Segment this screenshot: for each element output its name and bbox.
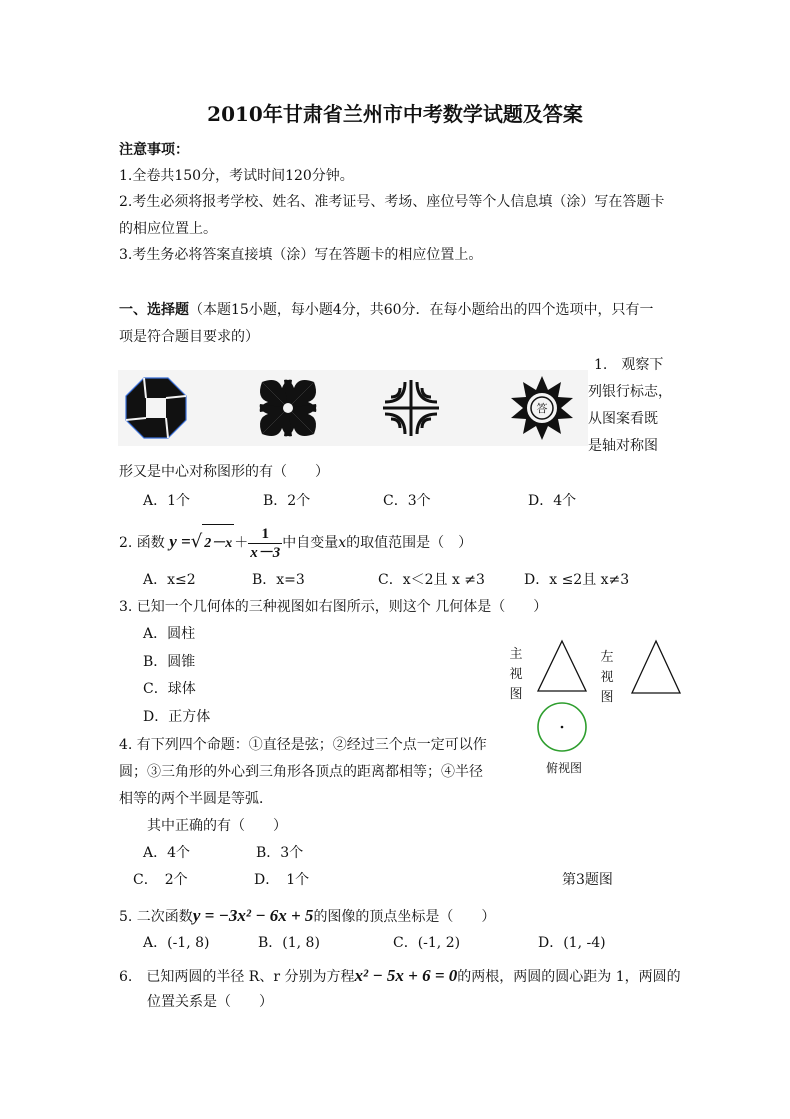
- q6-prefix: 6. 已知两圆的半径 R、r 分别为方程: [119, 969, 355, 985]
- section-desc-cont: 项是符合题目要求的）: [119, 329, 259, 345]
- q2-option-d: D．x ≤2且 x≠3: [524, 572, 630, 588]
- q2-stem: [119, 523, 472, 563]
- logo-bow-knot: [260, 380, 317, 437]
- bank-logos: [118, 370, 588, 446]
- q1-stem-line-1: 1. 观察下: [594, 357, 664, 373]
- q2-sqrt-body: 2－x: [202, 524, 234, 563]
- q5-formula: y = −3x² − 6x + 5: [192, 906, 314, 925]
- q2-plus: ＋: [234, 535, 249, 551]
- q1-option-b: B．2个: [263, 493, 311, 509]
- section-label: 一、选择题: [119, 302, 189, 318]
- sqrt-icon: √: [190, 531, 203, 552]
- notice-item-2-cont: 的相应位置上。: [119, 221, 217, 237]
- q4-stem-line-2: 圆；③三角形的外心到三角形各顶点的距离都相等；④半径: [119, 764, 483, 780]
- q3-stem: 3. 已知一个几何体的三种视图如右图所示，则这个 几何体是（ ）: [119, 599, 548, 615]
- q4-stem-line-1: 4. 有下列四个命题：①直径是弦；②经过三个点一定可以作: [119, 737, 487, 753]
- logo-sun-face-text: 答: [536, 402, 548, 415]
- q1-option-c: C．3个: [383, 493, 431, 509]
- q3-option-c: C．球体: [143, 681, 196, 697]
- q5-option-a: A．(-1, 8): [143, 935, 210, 951]
- q2-option-b: B．x=3: [252, 572, 305, 588]
- q2-prefix: 2. 函数: [119, 535, 165, 551]
- q1-option-a: A．1个: [143, 493, 191, 509]
- q5-suffix: 的图像的顶点坐标是（ ）: [313, 909, 496, 925]
- q5-option-b: B．(1, 8): [258, 935, 320, 951]
- q6-suffix: 的两根，两圆的圆心距为 1，两圆的: [457, 969, 681, 985]
- q3-front-view-label: 主视图: [509, 647, 523, 702]
- q3-left-view-triangle: [630, 638, 682, 696]
- q3-front-view-triangle: [536, 638, 588, 694]
- q3-option-d: D．正方体: [143, 709, 211, 725]
- q2-fraction: [248, 525, 282, 562]
- q1-stem-line-2: 列银行标志，: [588, 384, 672, 400]
- q2-suffix-b: 的取值范围是（ ）: [346, 535, 473, 551]
- q2-option-a: A．x≤2: [143, 572, 196, 588]
- q2-frac-num: 1: [248, 525, 282, 544]
- notice-item-3: 3.考生务必将答案直接填（涂）写在答题卡的相应位置上。: [119, 247, 483, 263]
- q4-stem-line-3: 相等的两个半圆是等弧．: [119, 791, 273, 807]
- q1-stem-tail: 形又是中心对称图形的有（ ）: [119, 464, 329, 480]
- notice-item-2: 2.考生必须将报考学校、姓名、准考证号、考场、座位号等个人信息填（涂）写在答题卡: [119, 194, 665, 210]
- page-title: 2010年甘肃省兰州市中考数学试题及答案: [207, 102, 583, 126]
- q4-option-d: D． 1个: [254, 872, 310, 888]
- q1-option-d: D．4个: [528, 493, 577, 509]
- q3-top-view-circle: [535, 700, 589, 754]
- q4-sub-question: 其中正确的有（ ）: [147, 818, 287, 834]
- q2-frac-den: x－3: [250, 544, 281, 561]
- notice-item-1: 1.全卷共150分，考试时间120分钟。: [119, 168, 354, 184]
- q4-option-b: B．3个: [256, 845, 304, 861]
- q4-option-a: A．4个: [143, 845, 191, 861]
- q6-formula: x² − 5x + 6 = 0: [354, 966, 458, 985]
- q3-figure-caption: 第3题图: [562, 872, 613, 888]
- q3-top-view-label: 俯视图: [546, 761, 583, 775]
- section-heading: [119, 300, 654, 320]
- q2-suffix-a: 中自变量: [282, 535, 339, 551]
- q6-stem-line-2: 位置关系是（ ）: [147, 994, 273, 1010]
- q3-option-b: B．圆锥: [143, 654, 196, 670]
- q3-option-a: A．圆柱: [143, 626, 196, 642]
- q6-stem: [119, 964, 681, 989]
- q2-y-eq: y =: [169, 532, 191, 551]
- logo-chase: [126, 378, 186, 438]
- q5-option-d: D．(1, -4): [538, 935, 606, 951]
- q5-stem: [119, 904, 495, 929]
- q1-stem-line-3: 从图案看既: [588, 411, 658, 427]
- section-desc: （本题15小题，每小题4分，共60分．在每小题给出的四个选项中，只有一: [189, 302, 654, 318]
- notice-heading: 注意事项：: [119, 142, 189, 158]
- q2-option-c: C．x＜2且 x ≠3: [378, 572, 485, 588]
- q4-option-c: C． 2个: [133, 872, 188, 888]
- q3-left-view-label: 左视图: [600, 650, 614, 705]
- q2-var-x: x: [338, 535, 347, 551]
- q1-stem-line-4: 是轴对称图: [588, 438, 658, 454]
- q5-prefix: 5. 二次函数: [119, 909, 193, 925]
- q5-option-c: C．(-1, 2): [393, 935, 461, 951]
